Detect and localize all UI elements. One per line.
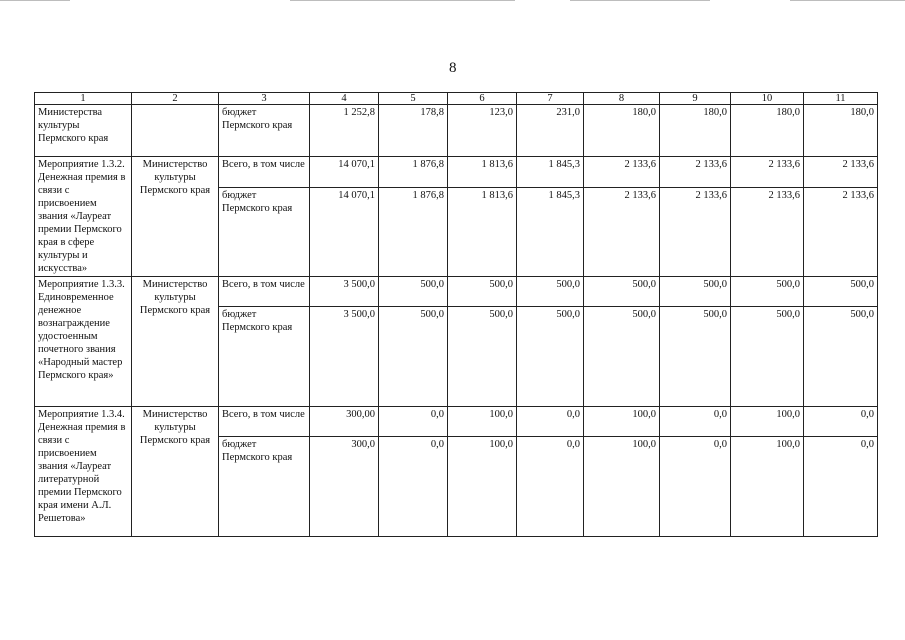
executor-cell: Министерство культуры Пермского края bbox=[132, 157, 219, 277]
value-cell: 500,0 bbox=[731, 307, 804, 407]
value-cell: 300,0 bbox=[310, 437, 379, 537]
funding-source-cell: бюджет Пермского края bbox=[219, 105, 310, 157]
value-cell: 0,0 bbox=[517, 437, 584, 537]
scan-edge-line bbox=[790, 0, 905, 1]
value-cell: 0,0 bbox=[379, 407, 448, 437]
value-cell: 2 133,6 bbox=[804, 157, 878, 188]
value-cell: 1 876,8 bbox=[379, 157, 448, 188]
column-header: 1 bbox=[35, 93, 132, 105]
value-cell: 2 133,6 bbox=[584, 157, 660, 188]
funding-source-cell: бюджет Пермского края bbox=[219, 187, 310, 277]
measure-cell: Мероприятие 1.3.3. Единовременное денежное вознаграждение удостоенным почетного звания «Народный мастер Пермского края» bbox=[35, 277, 132, 407]
value-cell: 500,0 bbox=[448, 307, 517, 407]
value-cell: 500,0 bbox=[379, 307, 448, 407]
value-cell: 0,0 bbox=[660, 437, 731, 537]
executor-cell: Министерство культуры Пермского края bbox=[132, 277, 219, 407]
value-cell: 500,0 bbox=[804, 307, 878, 407]
value-cell: 100,0 bbox=[731, 407, 804, 437]
column-header: 5 bbox=[379, 93, 448, 105]
value-cell: 14 070,1 bbox=[310, 187, 379, 277]
value-cell: 500,0 bbox=[517, 277, 584, 307]
value-cell: 1 252,8 bbox=[310, 105, 379, 157]
column-header: 11 bbox=[804, 93, 878, 105]
measure-cell: Мероприятие 1.3.2. Денежная премия в связи с присвоением звания «Лауреат премии Пермского края в сфере культуры и искусства» bbox=[35, 157, 132, 277]
funding-source-cell: бюджет Пермского края bbox=[219, 307, 310, 407]
table-row bbox=[35, 157, 878, 188]
value-cell: 231,0 bbox=[517, 105, 584, 157]
column-number-row bbox=[35, 93, 878, 105]
funding-source-cell: Всего, в том числе bbox=[219, 157, 310, 188]
executor-cell: Министерство культуры Пермского края bbox=[132, 407, 219, 537]
scan-edge-line bbox=[290, 0, 515, 1]
executor-cell bbox=[132, 105, 219, 157]
value-cell: 1 845,3 bbox=[517, 187, 584, 277]
value-cell: 180,0 bbox=[731, 105, 804, 157]
page-number: 8 bbox=[449, 60, 457, 76]
column-header: 8 bbox=[584, 93, 660, 105]
value-cell: 100,0 bbox=[584, 437, 660, 537]
value-cell: 0,0 bbox=[804, 437, 878, 537]
measure-cell: Министерства культуры Пермского края bbox=[35, 105, 132, 157]
value-cell: 2 133,6 bbox=[731, 157, 804, 188]
funding-source-cell: Всего, в том числе bbox=[219, 277, 310, 307]
value-cell: 0,0 bbox=[804, 407, 878, 437]
value-cell: 100,0 bbox=[731, 437, 804, 537]
value-cell: 14 070,1 bbox=[310, 157, 379, 188]
value-cell: 100,0 bbox=[448, 407, 517, 437]
table-row bbox=[35, 277, 878, 307]
value-cell: 2 133,6 bbox=[731, 187, 804, 277]
value-cell: 123,0 bbox=[448, 105, 517, 157]
table-row bbox=[35, 105, 878, 157]
value-cell: 1 876,8 bbox=[379, 187, 448, 277]
table-row bbox=[35, 407, 878, 437]
funding-source-cell: бюджет Пермского края bbox=[219, 437, 310, 537]
value-cell: 3 500,0 bbox=[310, 307, 379, 407]
column-header: 7 bbox=[517, 93, 584, 105]
value-cell: 180,0 bbox=[584, 105, 660, 157]
column-header: 10 bbox=[731, 93, 804, 105]
column-header: 9 bbox=[660, 93, 731, 105]
value-cell: 500,0 bbox=[584, 307, 660, 407]
scan-edge-line bbox=[570, 0, 710, 1]
value-cell: 178,8 bbox=[379, 105, 448, 157]
value-cell: 500,0 bbox=[448, 277, 517, 307]
value-cell: 2 133,6 bbox=[804, 187, 878, 277]
value-cell: 1 813,6 bbox=[448, 187, 517, 277]
column-header: 6 bbox=[448, 93, 517, 105]
value-cell: 180,0 bbox=[804, 105, 878, 157]
value-cell: 0,0 bbox=[379, 437, 448, 537]
value-cell: 500,0 bbox=[379, 277, 448, 307]
column-header: 2 bbox=[132, 93, 219, 105]
value-cell: 500,0 bbox=[804, 277, 878, 307]
measure-cell: Мероприятие 1.3.4. Денежная премия в связи с присвоением звания «Лауреат литературной премии Пермского края имени А.Л. Решетова» bbox=[35, 407, 132, 537]
value-cell: 1 813,6 bbox=[448, 157, 517, 188]
value-cell: 2 133,6 bbox=[660, 187, 731, 277]
value-cell: 180,0 bbox=[660, 105, 731, 157]
value-cell: 300,00 bbox=[310, 407, 379, 437]
column-header: 3 bbox=[219, 93, 310, 105]
budget-table bbox=[34, 92, 878, 537]
value-cell: 100,0 bbox=[584, 407, 660, 437]
value-cell: 500,0 bbox=[517, 307, 584, 407]
value-cell: 0,0 bbox=[517, 407, 584, 437]
value-cell: 100,0 bbox=[448, 437, 517, 537]
value-cell: 500,0 bbox=[660, 277, 731, 307]
value-cell: 500,0 bbox=[584, 277, 660, 307]
scan-edge-line bbox=[0, 0, 70, 1]
column-header: 4 bbox=[310, 93, 379, 105]
value-cell: 500,0 bbox=[660, 307, 731, 407]
value-cell: 500,0 bbox=[731, 277, 804, 307]
value-cell: 1 845,3 bbox=[517, 157, 584, 188]
value-cell: 0,0 bbox=[660, 407, 731, 437]
funding-source-cell: Всего, в том числе bbox=[219, 407, 310, 437]
value-cell: 3 500,0 bbox=[310, 277, 379, 307]
value-cell: 2 133,6 bbox=[584, 187, 660, 277]
value-cell: 2 133,6 bbox=[660, 157, 731, 188]
